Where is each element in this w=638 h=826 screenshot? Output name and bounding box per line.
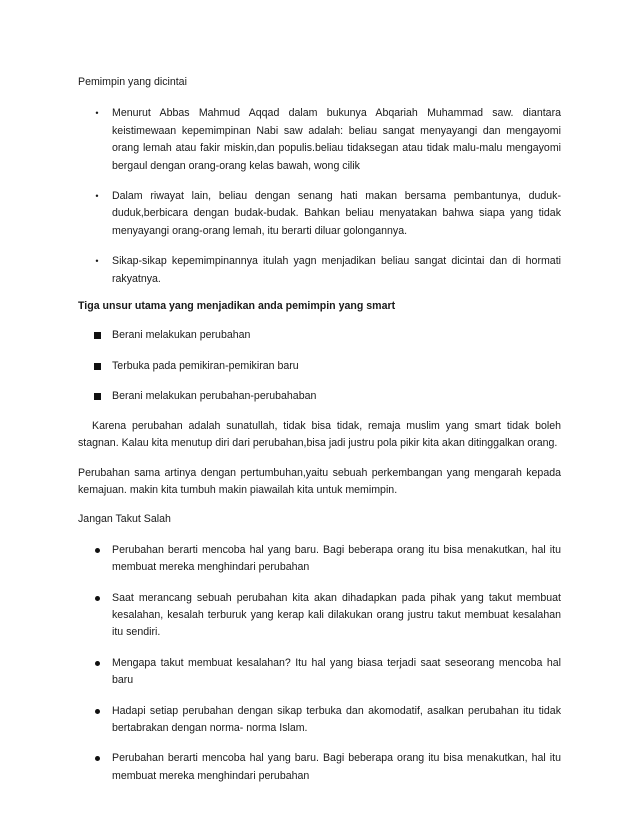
list-item-text: Menurut Abbas Mahmud Aqqad dalam bukunya Abqariah Muhammad saw. diantara keistimewaan kepemimpinan Nabi saw adalah: beliau sangat menyayangi dan mengayomi orang lemah atau fakir miskin,dan populis.beliau tidaksegan atau tidak malu-malu mengayomi bergaul dengan orang-orang kelas bawah, wong cilik (112, 107, 561, 172)
list-item (78, 188, 561, 240)
paragraph-perubahan: Karena perubahan adalah sunatullah, tidak bisa tidak, remaja muslim yang smart tidak boleh stagnan. Kalau kita menutup diri dari perubahan,bisa jadi justru pola pikir kita akan ditinggalkan orang. (78, 419, 561, 450)
dot-bullet-icon (95, 596, 100, 601)
dot-bullet-icon (95, 709, 100, 714)
list-item (78, 358, 561, 375)
list-item-text: Terbuka pada pemikiran-pemikiran baru (112, 359, 299, 372)
dot-bullet-icon (95, 661, 100, 666)
list-item-text: Hadapi setiap perubahan dengan sikap terbuka dan akomodatif, asalkan perubahan itu tidak bertabrakan dengan norma- norma Islam. (112, 704, 561, 734)
heading-tiga-unsur: Tiga unsur utama yang menjadikan anda pemimpin yang smart (78, 300, 396, 313)
list-item-text: Sikap-sikap kepemimpinannya itulah yagn menjadikan beliau sangat dicintai dan di hormati rakyatnya. (112, 255, 561, 285)
list-item (78, 750, 561, 785)
list-item-text: Berani melakukan perubahan (112, 329, 251, 342)
square-bullet-icon (94, 363, 101, 370)
heading-pemimpin-yang-dicintai: Pemimpin yang dicintai (78, 76, 187, 88)
paragraph-pertumbuhan: Perubahan sama artinya dengan pertumbuhan,yaitu sebuah perkembangan yang mengarah kepada kemajuan. makin kita tumbuh makin piawailah kita untuk memimpin. (78, 466, 561, 496)
list-item (78, 542, 561, 577)
list-smart-leader (78, 327, 561, 405)
list-item-text: Berani melakukan perubahan-perubahaban (112, 390, 317, 403)
list-item (78, 327, 561, 344)
document-body (78, 74, 561, 785)
list-item (78, 105, 561, 175)
heading-jangan-takut-salah: Jangan Takut Salah (78, 513, 171, 526)
square-bullet-icon (94, 332, 101, 339)
list-item-text: Perubahan berarti mencoba hal yang baru. Bagi beberapa orang itu bisa menakutkan, hal itu membuat mereka menghindari perubahan (112, 543, 561, 574)
bullet-icon: • (95, 191, 99, 202)
list-item (78, 655, 561, 690)
list-item-text: Dalam riwayat lain, beliau dengan senang hati makan bersama pembantunya, duduk-duduk,berbicara dengan budak-budak. Bahkan beliau menyatakan bahwa siapa yang tidak menyayangi orang-orang lemah, itu berarti diluar golongannya. (112, 190, 561, 237)
list-leader-qualities (78, 105, 561, 288)
square-bullet-icon (94, 393, 101, 400)
list-item (78, 703, 561, 738)
dot-bullet-icon (95, 756, 100, 761)
list-item-text: Perubahan berarti mencoba hal yang baru. Bagi beberapa orang itu bisa menakutkan, hal itu membuat mereka menghindari perubahan (112, 752, 561, 782)
list-item (78, 590, 561, 642)
dot-bullet-icon (95, 548, 100, 553)
bullet-icon: • (95, 108, 99, 119)
bullet-icon: • (95, 256, 99, 267)
list-item-text: Mengapa takut membuat kesalahan? Itu hal yang biasa terjadi saat seseorang mencoba hal baru (112, 656, 561, 687)
list-jangan-takut-salah (78, 542, 561, 785)
list-item (78, 388, 561, 405)
list-item-text: Saat merancang sebuah perubahan kita akan dihadapkan pada pihak yang takut membuat kesalahan, kesalah terburuk yang kerap kali dilakukan orang justru takut membuat kesalahan itu sendiri. (112, 591, 561, 639)
list-item (78, 253, 561, 288)
